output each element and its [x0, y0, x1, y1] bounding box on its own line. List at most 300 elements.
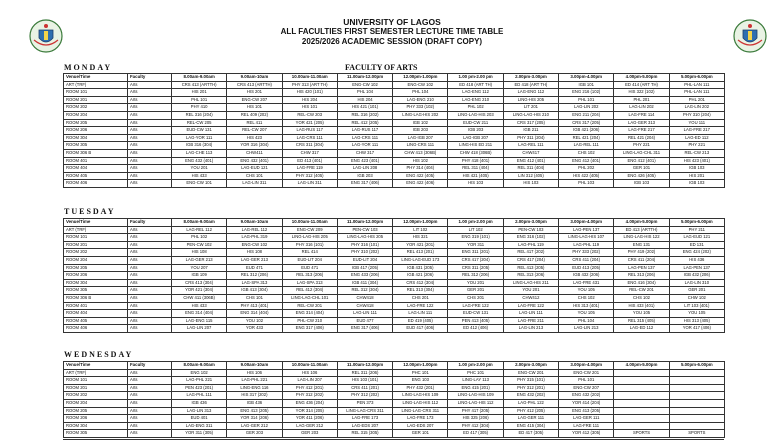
course-cell: YOU 105: [669, 310, 724, 318]
course-cell: LAG-RUS 117: [282, 127, 337, 135]
venue-cell: ROOM 304: [64, 279, 128, 287]
table-row: [64, 287, 725, 295]
course-cell: IGB 102: [393, 119, 448, 127]
course-cell: ENG 314 (404): [172, 310, 227, 318]
course-cell: LAG-SPA 313: [227, 279, 282, 287]
course-cell: ED 419 (405): [393, 317, 448, 325]
course-cell: HIS 420 (101): [282, 89, 337, 97]
table-row: [64, 226, 725, 234]
table-row: [64, 430, 725, 438]
course-cell: IGB 436: [227, 399, 282, 407]
course-cell: ENG-CW 207: [559, 384, 614, 392]
course-cell: LING-LAG-HIS 109: [448, 392, 503, 400]
course-cell: LAG-PHL 111: [172, 392, 227, 400]
course-cell: HIS 201: [227, 89, 282, 97]
column-header: 12.00pm-1.00pm: [393, 362, 448, 370]
faculty-cell: Arts: [128, 111, 172, 119]
course-cell: LAG-EUD 121: [669, 234, 724, 242]
course-cell: PHL-CW 210: [282, 317, 337, 325]
course-cell: LAG-FRE 119: [282, 165, 337, 173]
faculty-cell: Arts: [128, 317, 172, 325]
course-cell: GER 203: [282, 430, 337, 438]
course-cell: LAG-LIN 208: [337, 165, 392, 173]
course-cell: ENG 432 (202): [503, 392, 558, 400]
course-cell: HIS 423: [227, 134, 282, 142]
table-row: [64, 180, 725, 188]
column-header: 9.00am-10am: [227, 362, 282, 370]
faculty-cell: Arts: [128, 81, 172, 89]
column-header: 8.00am-9.00am: [172, 219, 227, 227]
column-header: 5.00pm-6.00pm: [669, 219, 724, 227]
faculty-cell: Arts: [128, 142, 172, 150]
faculty-cell: Arts: [128, 407, 172, 415]
course-cell: LAG-RUS 117: [337, 127, 392, 135]
course-cell: LAG-FRE 122: [503, 302, 558, 310]
venue-cell: ROOM 205: [64, 264, 128, 272]
course-cell: YOU 102: [227, 317, 282, 325]
faculty-cell: Arts: [128, 149, 172, 157]
course-cell: CHW 317: [337, 149, 392, 157]
course-cell: LAG-ENG 210: [448, 96, 503, 104]
course-cell: ENG 319 (101): [448, 234, 503, 242]
column-header: 1.00 pm-2.00 pm: [448, 362, 503, 370]
course-cell: ENG 412 (401): [614, 157, 669, 165]
course-cell: REL 421 (204): [614, 134, 669, 142]
course-cell: ENG 317 (406): [282, 325, 337, 333]
course-cell: LING-LAG-HIS 112: [448, 399, 503, 407]
venue-cell: ROOM 405: [64, 317, 128, 325]
course-cell: LAG-PHL 119: [503, 241, 558, 249]
course-cell: PHY 312 (405): [282, 172, 337, 180]
course-cell: CHS 201: [448, 294, 503, 302]
course-cell: LING-LAG-HIS 107: [559, 234, 614, 242]
course-cell: LAG-YOR 111: [172, 134, 227, 142]
faculty-cell: Arts: [128, 399, 172, 407]
venue-cell: ROOM 305: [64, 287, 128, 295]
course-cell: SPORTS: [614, 430, 669, 438]
course-cell: EUD-LIT 204: [282, 256, 337, 264]
course-cell: LAG-FRE 431: [559, 279, 614, 287]
course-cell: ENG 317 (406): [337, 325, 392, 333]
course-cell: PHY 310 (202): [337, 249, 392, 257]
course-cell: ENG 415 (304): [503, 422, 558, 430]
table-row: [64, 256, 725, 264]
course-cell: HIS 325 (206): [448, 415, 503, 423]
course-cell: REL-CW 201: [614, 287, 669, 295]
faculty-cell: Arts: [128, 226, 172, 234]
course-cell: REL-CW 201: [282, 302, 337, 310]
course-cell: LAG-ENG 210: [393, 96, 448, 104]
page-bottom-rule: [63, 439, 724, 440]
course-cell: LAG-PHL 122: [503, 399, 558, 407]
course-cell: IGB 411 (304): [337, 279, 392, 287]
course-cell: HIS 102: [393, 157, 448, 165]
faculty-cell: Arts: [128, 104, 172, 112]
course-cell: GER 201: [448, 287, 503, 295]
course-cell: [614, 392, 669, 400]
header-row: [64, 74, 725, 82]
column-header: 4.00pm-5.00pm: [614, 74, 669, 82]
course-cell: IGB 109: [172, 272, 227, 280]
venue-cell: ART (TRF): [64, 369, 128, 377]
course-cell: CRS 417 (204): [448, 256, 503, 264]
course-cell: LING-LAG-CHL 101: [282, 294, 337, 302]
column-header: Faculty: [128, 219, 172, 227]
faculty-cell: Arts: [128, 96, 172, 104]
course-cell: HIS 103: [503, 180, 558, 188]
column-header: 4.00pm-5.00pm: [614, 362, 669, 370]
course-cell: [669, 422, 724, 430]
course-cell: CHW418: [337, 302, 392, 310]
course-cell: CRS 413 (ARTTH): [227, 81, 282, 89]
course-cell: PHC 101: [448, 369, 503, 377]
course-cell: PHL 101: [172, 96, 227, 104]
course-cell: YOR 433: [227, 325, 282, 333]
table-row: [64, 422, 725, 430]
course-cell: LAG-GER 212: [282, 422, 337, 430]
venue-cell: ROOM 304: [64, 422, 128, 430]
course-cell: EUD 471: [227, 264, 282, 272]
faculty-cell: Arts: [128, 384, 172, 392]
course-cell: ENG 413 (205): [227, 407, 282, 415]
day-title: WEDNESDAY: [64, 350, 134, 359]
table-row: [64, 127, 725, 135]
course-cell: PHY 418 (401): [448, 157, 503, 165]
course-cell: PHL 101: [559, 96, 614, 104]
course-cell: YOR 314 (205): [282, 407, 337, 415]
faculty-cell: Arts: [128, 430, 172, 438]
course-cell: PHY 412 (205): [503, 407, 558, 415]
faculty-cell: Arts: [128, 302, 172, 310]
course-cell: LAG-PHL 119: [559, 241, 614, 249]
table-row: [64, 392, 725, 400]
table-row: [64, 264, 725, 272]
venue-cell: ROOM 406: [64, 325, 128, 333]
course-cell: YOR 417 (406): [669, 325, 724, 333]
course-cell: EUD-CW 131: [448, 310, 503, 318]
course-cell: [669, 407, 724, 415]
venue-cell: ROOM 305: [64, 142, 128, 150]
course-cell: LAG-LIN 313: [172, 407, 227, 415]
course-cell: LAG-LIN 111: [393, 310, 448, 318]
course-cell: PEN-CW 102: [172, 241, 227, 249]
faculty-cell: Arts: [128, 325, 172, 333]
course-cell: LAG-LIN 111: [503, 310, 558, 318]
course-cell: CRS 411 (204): [559, 256, 614, 264]
course-cell: HIS 422 (405): [559, 172, 614, 180]
venue-cell: ROOM 205: [64, 119, 128, 127]
course-cell: LAG-ED 112: [669, 134, 724, 142]
course-cell: YOU 201: [172, 165, 227, 173]
faculty-cell: Arts: [128, 172, 172, 180]
course-cell: PHL 101: [559, 377, 614, 385]
venue-cell: ROOM 306 B: [64, 294, 128, 302]
course-cell: LAG-GER 213: [227, 256, 282, 264]
course-cell: PHY 312 (201): [503, 384, 558, 392]
course-cell: PHL 104: [337, 89, 392, 97]
course-cell: CHW 413 (306B): [393, 149, 448, 157]
course-cell: ENG-CW 102: [227, 241, 282, 249]
table-row: [64, 149, 725, 157]
column-header: 8.00am-9.00am: [172, 362, 227, 370]
course-cell: ENG 432 (202): [559, 392, 614, 400]
course-cell: YOR 421 (304): [172, 287, 227, 295]
course-cell: HIS 322 (102): [614, 89, 669, 97]
course-cell: ENG 433 (206): [337, 272, 392, 280]
course-cell: ED 412 (406): [448, 325, 503, 333]
course-cell: PEN 373: [337, 399, 392, 407]
course-cell: PHY 314 (404): [393, 165, 448, 173]
course-cell: HIS 101: [282, 104, 337, 112]
course-cell: YOU 201: [503, 287, 558, 295]
faculty-cell: Arts: [128, 180, 172, 188]
course-cell: ED 417 (305): [503, 430, 558, 438]
course-cell: REL 313 (206): [282, 272, 337, 280]
column-header: 2.00pm-3.00pm: [503, 219, 558, 227]
course-cell: HIS 313 (401): [559, 302, 614, 310]
table-row: [64, 104, 725, 112]
course-cell: ENG-CW 201: [503, 369, 558, 377]
table-row: [64, 165, 725, 173]
course-cell: LAG-ENG 115: [172, 317, 227, 325]
table-row: [64, 234, 725, 242]
course-cell: LING-LAG-HIS 112: [393, 399, 448, 407]
course-cell: REL 316 (204): [172, 111, 227, 119]
venue-cell: ROOM 202: [64, 249, 128, 257]
course-cell: REL 411: [227, 119, 282, 127]
course-cell: REL 315 (305): [337, 430, 392, 438]
course-cell: HIS 101: [227, 104, 282, 112]
course-cell: CHS 102: [559, 294, 614, 302]
course-cell: YOR 421 (201): [393, 241, 448, 249]
day-title: TUESDAY: [64, 207, 116, 216]
course-cell: LAG-LIN 207: [172, 325, 227, 333]
course-cell: LING-LAG-CRS 311: [337, 407, 392, 415]
course-cell: REL 313 (206): [503, 272, 558, 280]
table-row: [64, 279, 725, 287]
course-cell: LAG-EUD 121: [227, 165, 282, 173]
document-header: [0, 17, 784, 47]
course-cell: ENG 412 (401): [503, 157, 558, 165]
timetable-table: [63, 218, 725, 333]
faculty-cell: Arts: [128, 241, 172, 249]
course-cell: LAG-FRE 122: [393, 302, 448, 310]
column-header: Venue/Time: [64, 74, 128, 82]
course-cell: LAG-FRE 122: [448, 302, 503, 310]
course-cell: LAG-EDS 207: [337, 422, 392, 430]
table-row: [64, 399, 725, 407]
course-cell: IGB 316 (304): [172, 142, 227, 150]
course-cell: LIT 102: [393, 226, 448, 234]
course-cell: REL 311 (404): [448, 165, 503, 173]
course-cell: REL 409 (202): [227, 111, 282, 119]
column-header: 1.00 pm-2.00 pm: [448, 74, 503, 82]
course-cell: LAG-IGB 207: [448, 134, 503, 142]
column-header: 5.00pm-6.00pm: [669, 74, 724, 82]
session-label: 2025/2026 ACADEMIC SESSION (DRAFT COPY): [301, 37, 483, 46]
course-cell: ENG-CW 209: [282, 226, 337, 234]
course-cell: LAG-FRE 114: [614, 111, 669, 119]
table-row: [64, 157, 725, 165]
table-row: [64, 384, 725, 392]
course-cell: IGB 432 (206): [559, 272, 614, 280]
faculty-cell: Arts: [128, 415, 172, 423]
venue-cell: ROOM 206: [64, 415, 128, 423]
venue-cell: ROOM 401: [64, 157, 128, 165]
course-cell: REL 316 (202): [337, 111, 392, 119]
course-cell: ENG 211 (204): [559, 111, 614, 119]
column-header: 3.00pm-4.00pm: [559, 219, 614, 227]
course-cell: IGB 203: [337, 172, 392, 180]
venue-cell: ROOM 204: [64, 256, 128, 264]
column-header: 9.00am-10am: [227, 219, 282, 227]
course-cell: ENG-CW 101: [172, 180, 227, 188]
course-cell: LING-LAY 113: [448, 377, 503, 385]
course-cell: PHY 419 (202): [614, 249, 669, 257]
course-cell: CHS 102: [614, 294, 669, 302]
table-row: [64, 415, 725, 423]
course-cell: PHL 103: [559, 180, 614, 188]
course-cell: LING-LAG-HIS 205: [337, 234, 392, 242]
course-cell: CHW 411 (306B): [172, 294, 227, 302]
column-header: 11.00am-12.00pm: [337, 362, 392, 370]
course-cell: LAG-REL 112: [172, 226, 227, 234]
course-cell: HIS 423 (401): [669, 157, 724, 165]
course-cell: LAG-PHL 221: [227, 377, 282, 385]
course-cell: HIS 201: [172, 89, 227, 97]
column-header: 4.00pm-5.00pm: [614, 219, 669, 227]
column-header: 9.00am-10am: [227, 74, 282, 82]
course-cell: PHY 333 (202): [559, 249, 614, 257]
day-title: MONDAY: [64, 63, 113, 72]
course-cell: PHY 316 (101): [337, 241, 392, 249]
course-cell: [614, 369, 669, 377]
venue-cell: ROOM 201: [64, 384, 128, 392]
course-cell: LAG-PEN 137: [614, 264, 669, 272]
course-cell: REL 312 (304): [337, 287, 392, 295]
course-cell: IGB 103: [669, 180, 724, 188]
venue-cell: ROOM 304: [64, 134, 128, 142]
column-header: 10.00am-11.00am: [282, 362, 337, 370]
course-cell: IGB 432 (206): [669, 272, 724, 280]
table-row: [64, 317, 725, 325]
faculty-cell: Arts: [128, 256, 172, 264]
course-cell: LAG-FRE 173: [393, 415, 448, 423]
course-cell: ED 418 (ART TH): [448, 81, 503, 89]
course-cell: LAG-FRE 211: [503, 317, 558, 325]
course-cell: HIS 106: [227, 369, 282, 377]
course-cell: HIS 433 (401): [614, 302, 669, 310]
course-cell: REL 413 (201): [393, 249, 448, 257]
course-cell: PEN 413 (405): [448, 317, 503, 325]
course-cell: IGB 103: [669, 165, 724, 173]
faculty-cell: Arts: [128, 89, 172, 97]
course-cell: REL 421 (204): [559, 134, 614, 142]
course-cell: LAG-ENG 112: [503, 89, 558, 97]
course-cell: REL 312 (206): [448, 272, 503, 280]
course-cell: YOR 316 (304): [227, 142, 282, 150]
course-cell: LAG-LIN 310: [669, 279, 724, 287]
course-cell: CHW417: [503, 149, 558, 157]
column-header: 1.00 pm-2.00 pm: [448, 219, 503, 227]
course-cell: LAG-LIN 311: [227, 180, 282, 188]
venue-cell: ROOM 305: [64, 430, 128, 438]
course-cell: LIT 102: [448, 226, 503, 234]
timetable-table: [63, 73, 725, 188]
course-cell: CRS 412 (304): [393, 279, 448, 287]
course-cell: YOU 111: [669, 119, 724, 127]
course-cell: ED 418 (ART TH): [503, 81, 558, 89]
course-cell: LAG-LIN 213: [503, 325, 558, 333]
course-cell: LAG-FRE 217: [669, 127, 724, 135]
course-cell: LING-LAG-HIS 122: [614, 234, 669, 242]
course-cell: YOU 207: [172, 264, 227, 272]
table-row: [64, 96, 725, 104]
faculty-cell: Arts: [128, 287, 172, 295]
column-header: Faculty: [128, 362, 172, 370]
course-cell: CHS 101: [227, 172, 282, 180]
faculty-cell: Arts: [128, 294, 172, 302]
course-cell: PHL 104: [393, 89, 448, 97]
course-cell: LAG-LIN 207: [282, 377, 337, 385]
course-cell: ENG-CW 102: [337, 81, 392, 89]
course-cell: PHY 221: [669, 142, 724, 150]
course-cell: EUD-LIT 204: [337, 256, 392, 264]
course-cell: YOU 105: [559, 310, 614, 318]
course-cell: [669, 415, 724, 423]
faculty-cell: Arts: [128, 157, 172, 165]
course-cell: CHW 418 (306B): [448, 149, 503, 157]
table-row: [64, 377, 725, 385]
venue-cell: ROOM 306 B: [64, 149, 128, 157]
faculty-cell: Arts: [128, 392, 172, 400]
table-row: [64, 241, 725, 249]
venue-cell: ROOM 404: [64, 165, 128, 173]
course-cell: PHL-LAN 111: [669, 89, 724, 97]
course-cell: [614, 384, 669, 392]
faculty-cell: Arts: [128, 310, 172, 318]
course-cell: EUD 417 (406): [393, 325, 448, 333]
course-cell: EUD 477: [337, 317, 392, 325]
course-cell: ENG 422 (405): [393, 172, 448, 180]
course-cell: REL 311 (206): [337, 369, 392, 377]
course-cell: EUD-CW 211: [448, 119, 503, 127]
column-header: 8.00am-9.00am: [172, 74, 227, 82]
course-cell: HIS 436: [669, 256, 724, 264]
course-cell: ED 131: [669, 241, 724, 249]
course-cell: CRS 417 (204): [503, 256, 558, 264]
table-row: [64, 249, 725, 257]
course-cell: HIS 317 (202): [227, 392, 282, 400]
course-cell: YOR 414 (204): [559, 399, 614, 407]
course-cell: LING-HIS 205: [503, 96, 558, 104]
column-header: 10.00am-11.00am: [282, 219, 337, 227]
course-cell: LAG-REL 111: [503, 142, 558, 150]
course-cell: ENG 316 (102): [503, 234, 558, 242]
course-cell: PHY 412 (304): [448, 422, 503, 430]
course-cell: IGB 413 (304): [227, 287, 282, 295]
faculty-title: FACULTY OF ARTS: [345, 63, 418, 72]
course-cell: IGB 203: [393, 127, 448, 135]
course-cell: YOU 201: [448, 279, 503, 287]
course-cell: LAG-IGB 207: [393, 134, 448, 142]
timetable-table: [63, 361, 725, 438]
header-row: [64, 219, 725, 227]
course-cell: HIS 103: [448, 180, 503, 188]
course-cell: CHW 102: [669, 294, 724, 302]
course-cell: LAG-LIN 213: [559, 325, 614, 333]
course-cell: [614, 407, 669, 415]
